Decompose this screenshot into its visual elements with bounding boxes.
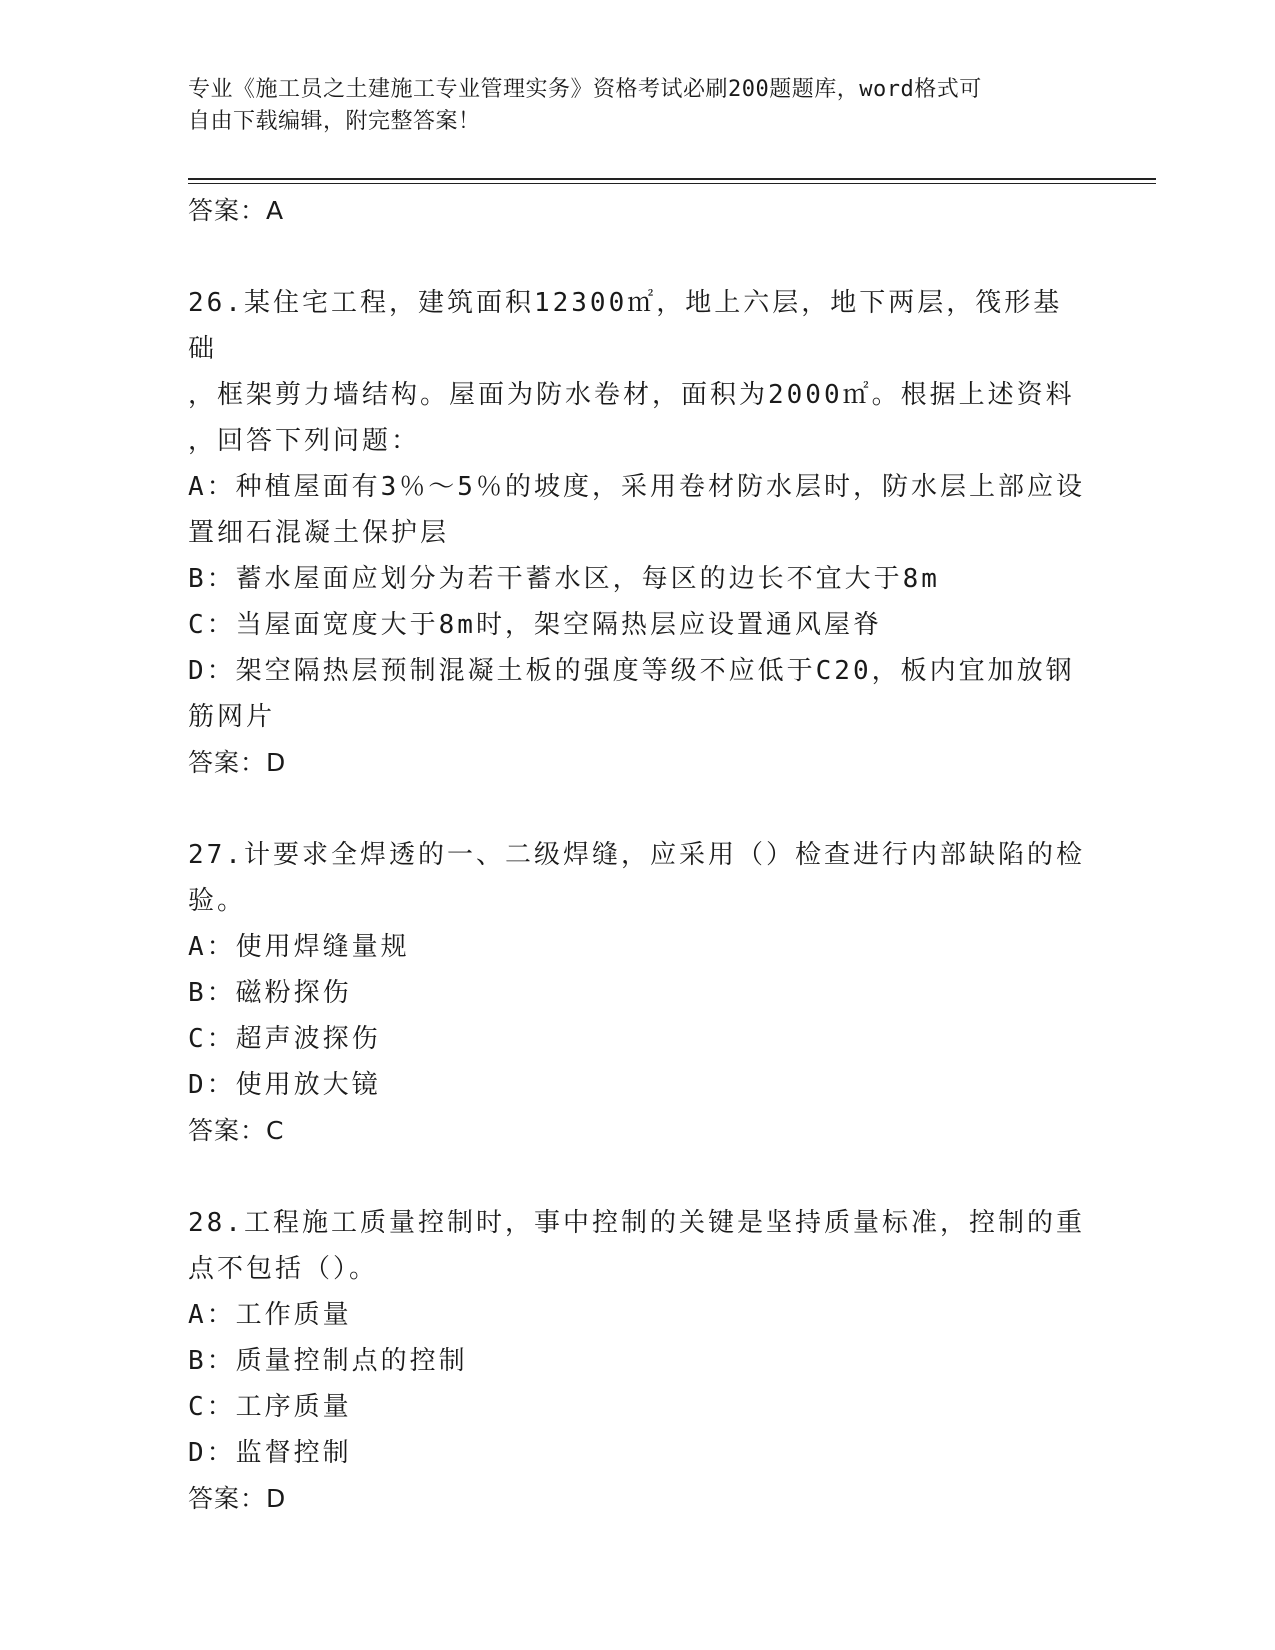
question-28 [188, 1200, 1088, 1522]
question-stem-line: 28.工程施工质量控制时，事中控制的关键是坚持质量标准，控制的重 [188, 1208, 1085, 1238]
question-27 [188, 832, 1088, 1154]
option-c-line: C：工序质量 [188, 1392, 352, 1422]
option-a-line: 置细石混凝土保护层 [188, 518, 450, 548]
question-stem-line: ，框架剪力墙结构。屋面为防水卷材，面积为2000㎡。根据上述资料 [188, 380, 1075, 410]
option-c-line: C：超声波探伤 [188, 1024, 381, 1054]
header-divider-thin [188, 183, 1156, 184]
question-stem-line: ，回答下列问题： [188, 426, 421, 456]
option-a-line: A：工作质量 [188, 1300, 352, 1330]
option-a-line: A：使用焊缝量规 [188, 932, 410, 962]
answer-line: 答案：C [188, 1116, 285, 1145]
document-header [188, 74, 1068, 138]
option-d-line: 筋网片 [188, 702, 276, 732]
question-stem-line: 点不包括（）。 [188, 1254, 379, 1284]
option-b-line: B：蓄水屋面应划分为若干蓄水区，每区的边长不宜大于8m [188, 564, 940, 594]
option-c-line: C：当屋面宽度大于8m时，架空隔热层应设置通风屋脊 [188, 610, 882, 640]
option-d-line: D：使用放大镜 [188, 1070, 381, 1100]
option-b-line: B：磁粉探伤 [188, 978, 352, 1008]
answer-line: 答案：D [188, 1484, 287, 1513]
question-stem-line: 26.某住宅工程，建筑面积12300㎡，地上六层，地下两层，筏形基础 [188, 288, 1063, 364]
option-b-line: B：质量控制点的控制 [188, 1346, 468, 1376]
option-d-line: D：监督控制 [188, 1438, 352, 1468]
question-list [188, 188, 1088, 1522]
header-line-1: 专业《施工员之土建施工专业管理实务》资格考试必刷200题题库，word格式可 [188, 77, 982, 102]
question-26 [188, 280, 1088, 786]
option-a-line: A：种植屋面有3％～5％的坡度，采用卷材防水层时，防水层上部应设 [188, 472, 1085, 502]
question-stem-line: 验。 [188, 886, 247, 916]
header-line-2: 自由下载编辑，附完整答案！ [188, 109, 481, 134]
option-d-line: D：架空隔热层预制混凝土板的强度等级不应低于C20，板内宜加放钢 [188, 656, 1075, 686]
answer-line: 答案：D [188, 748, 287, 777]
header-divider-thick [188, 178, 1156, 180]
answer-line: 答案：A [188, 196, 285, 225]
question-stem-line: 27.计要求全焊透的一、二级焊缝，应采用（）检查进行内部缺陷的检 [188, 840, 1085, 870]
